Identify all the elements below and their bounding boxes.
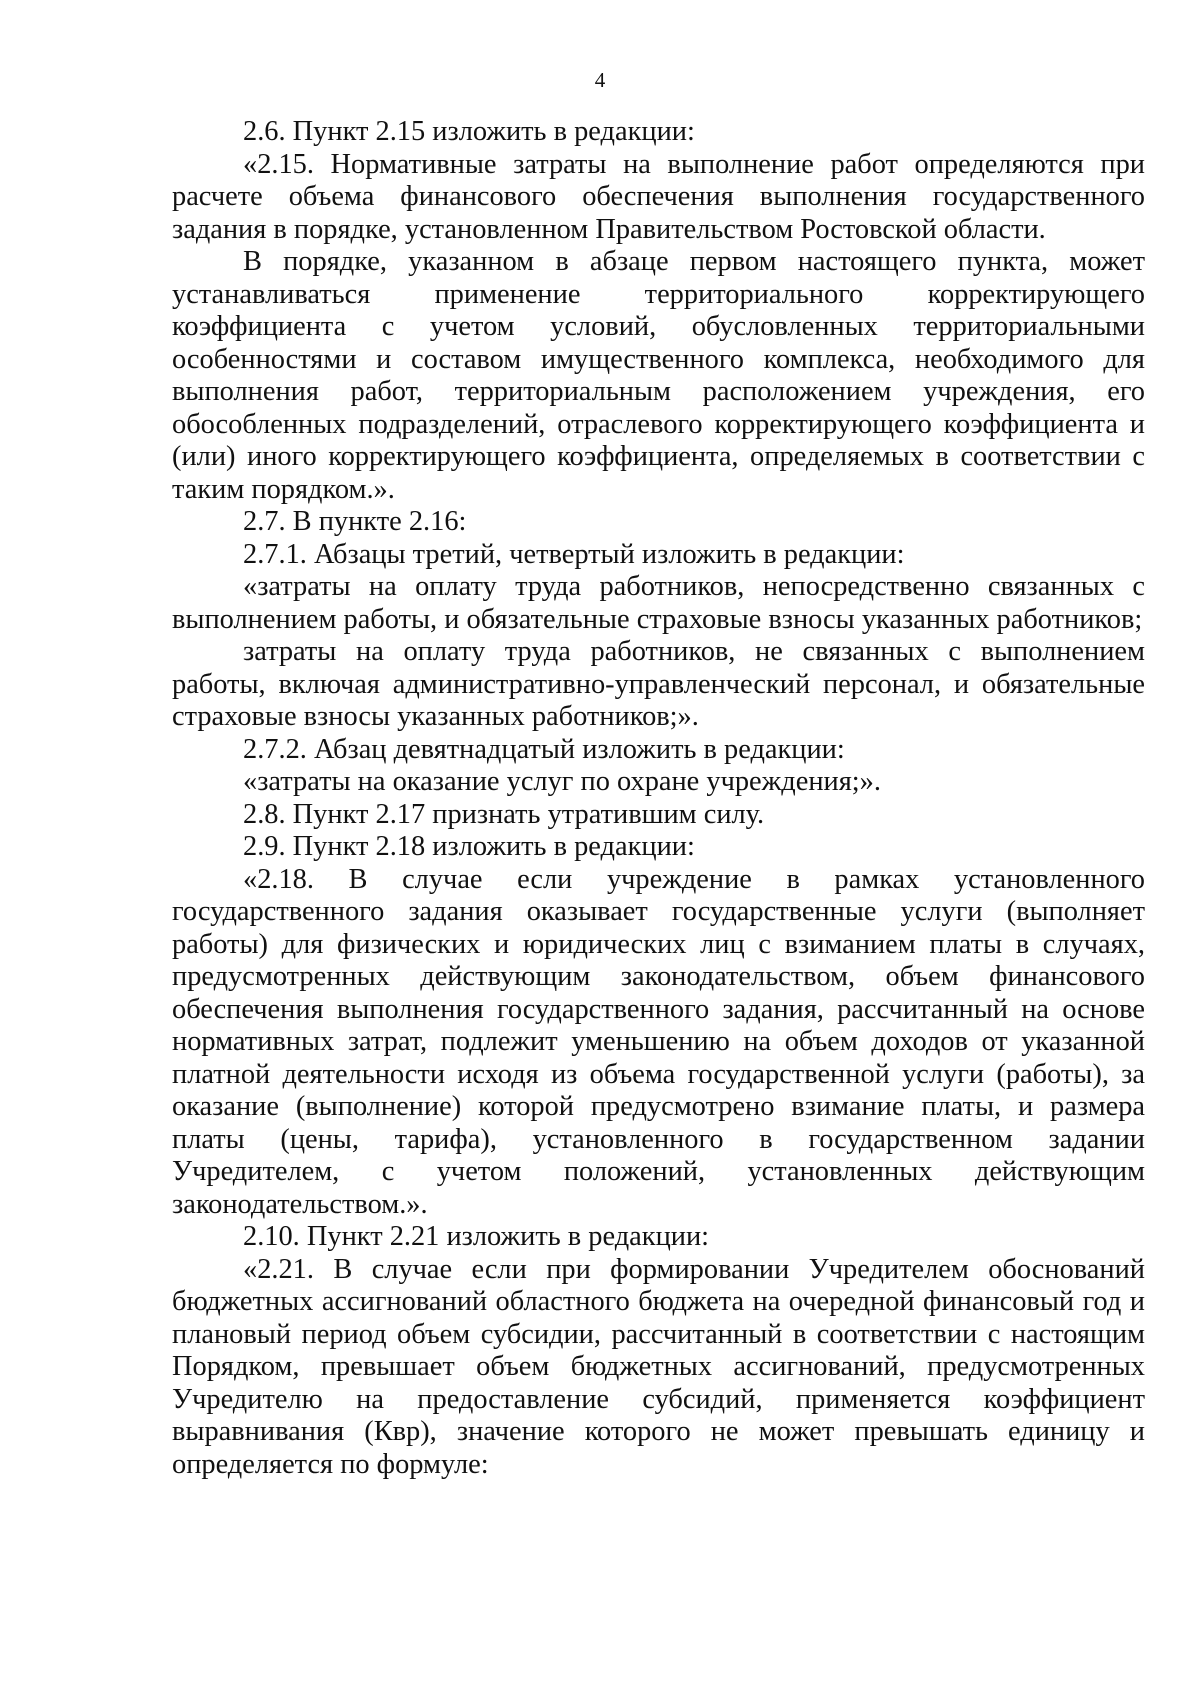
paragraph-2-7-1-quote-a: «затраты на оплату труда работников, непосредственно связанных с выполнением работы, и обязательные страховые взносы указанных работников; [172, 571, 1145, 635]
page-number: 4 [594, 68, 606, 92]
paragraph-2-9: 2.9. Пункт 2.18 изложить в редакции: [243, 831, 695, 862]
paragraph-2-7-2: 2.7.2. Абзац девятнадцатый изложить в редакции: [243, 733, 845, 765]
paragraph-2-15-second: В порядке, указанном в абзаце первом настоящего пункта, может устанавливаться применение территориального корректирующего коэффициента с учетом условий, обусловленных территориальными особенностями и составом имущественного комплекса, необходимого для выполнения работ, территориальным расположением учреждения, его обособленных подразделений, отраслевого корректирующего коэффициента и (или) иного корректирующего коэффициента, определяемых в соответствии с таким порядком.». [172, 246, 1145, 505]
paragraph-2-8: 2.8. Пункт 2.17 признать утратившим силу. [243, 798, 765, 830]
paragraph-2-10: 2.10. Пункт 2.21 изложить в редакции: [243, 1221, 710, 1252]
paragraph-2-7: 2.7. В пункте 2.16: [243, 506, 467, 537]
document-body [172, 116, 1145, 1481]
paragraph-2-18-quote: «2.18. В случае если учреждение в рамках установленного государственного задания оказывает государственные услуги (выполняет работы) для физических и юридических лиц с взиманием платы в случаях, предусмотренных действующим законодательством, объем финансового обеспечения выполнения государственного задания, рассчитанный на основе нормативных затрат, подлежит уменьшению на объем доходов от указанной платной деятельности исходя из объема государственной услуги (работы), за оказание (выполнение) которой предусмотрено взимание платы, и размера платы (цены, тарифа), установленного в государственном задании Учредителем, с учетом положений, установленных действующим законодательством.». [172, 863, 1145, 1220]
paragraph-2-15-quote: «2.15. Нормативные затраты на выполнение работ определяются при расчете объема финансового обеспечения выполнения государственного задания в порядке, установленном Правительством Ростовской области. [172, 148, 1145, 245]
paragraph-2-21-quote: «2.21. В случае если при формировании Учредителем обоснований бюджетных ассигнований областного бюджета на очередной финансовый год и плановый период объем субсидии, рассчитанный в соответствии с настоящим Порядком, превышает объем бюджетных ассигнований, предусмотренных Учредителю на предоставление субсидий, применяется коэффициент выравнивания (Квр), значение которого не может превышать единицу и определяется по формуле: [172, 1253, 1145, 1480]
paragraph-2-7-1: 2.7.1. Абзацы третий, четвертый изложить в редакции: [243, 538, 905, 570]
paragraph-2-6: 2.6. Пункт 2.15 изложить в редакции: [243, 116, 695, 147]
paragraph-2-7-2-quote: «затраты на оказание услуг по охране учреждения;». [243, 766, 881, 797]
paragraph-2-7-1-quote-b: затраты на оплату труда работников, не связанных с выполнением работы, включая административно-управленческий персонал, и обязательные страховые взносы указанных работников;». [172, 636, 1145, 732]
